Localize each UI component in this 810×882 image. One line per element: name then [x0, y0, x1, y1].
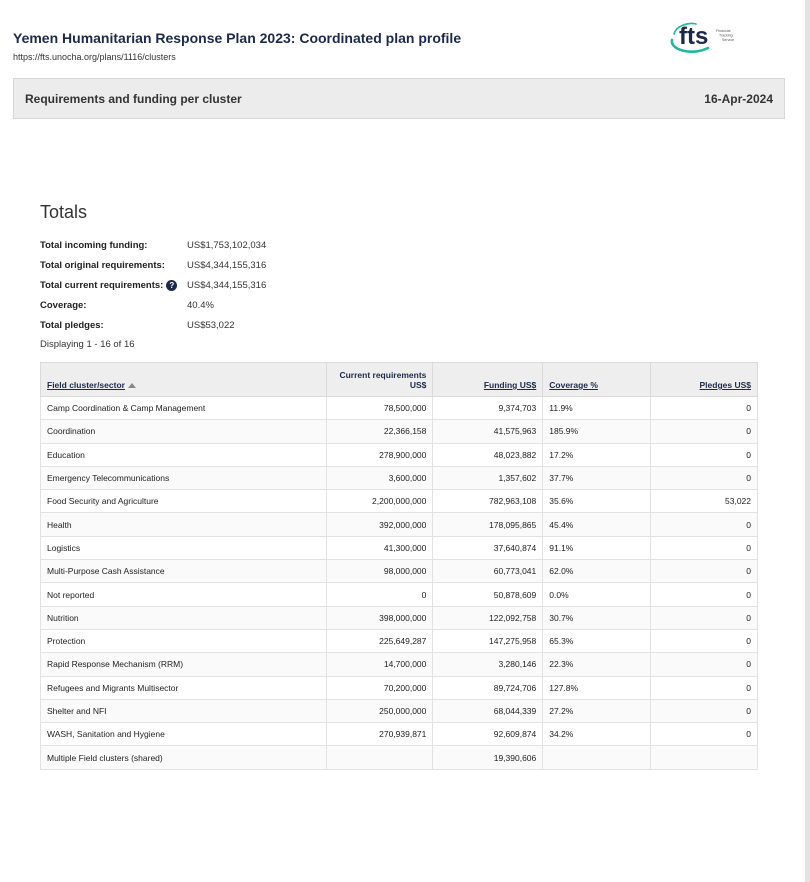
page-url[interactable]: https://fts.unocha.org/plans/1116/clusters [13, 52, 176, 62]
totals-label: Coverage: [40, 299, 87, 311]
logo-tagline-2: Tracking [719, 33, 733, 38]
cell-coverage: 17.2% [543, 443, 651, 466]
table-row [41, 629, 758, 652]
cell-coverage: 37.7% [543, 466, 651, 489]
cell-pledges: 0 [651, 420, 758, 443]
totals-value: US$53,022 [187, 319, 235, 331]
cell-funding: 92,609,874 [433, 723, 543, 746]
table-row [41, 699, 758, 722]
cell-requirements: 398,000,000 [326, 606, 433, 629]
cell-funding: 68,044,339 [433, 699, 543, 722]
fts-logo-icon [666, 18, 746, 56]
cell-funding: 19,390,606 [433, 746, 543, 769]
cell-funding: 37,640,874 [433, 536, 543, 559]
column-header-requirements-line2[interactable]: US$ [409, 380, 427, 390]
cell-requirements: 3,600,000 [326, 466, 433, 489]
cell-coverage: 185.9% [543, 420, 651, 443]
cell-pledges: 0 [651, 466, 758, 489]
help-icon[interactable]: ? [166, 280, 177, 291]
cell-sector: Protection [41, 629, 327, 652]
column-header-pledges[interactable]: Pledges US$ [651, 363, 758, 397]
cell-funding: 147,275,958 [433, 629, 543, 652]
cell-requirements: 250,000,000 [326, 699, 433, 722]
cell-funding: 782,963,108 [433, 490, 543, 513]
section-header-bar [13, 78, 785, 119]
cell-requirements: 2,200,000,000 [326, 490, 433, 513]
cell-coverage: 30.7% [543, 606, 651, 629]
table-row [41, 397, 758, 420]
table-row [41, 513, 758, 536]
clusters-table [40, 362, 758, 770]
totals-value: US$4,344,155,316 [187, 279, 267, 291]
cell-requirements: 270,939,871 [326, 723, 433, 746]
cell-pledges: 0 [651, 397, 758, 420]
cell-pledges: 0 [651, 653, 758, 676]
cell-funding: 122,092,758 [433, 606, 543, 629]
section-title: Requirements and funding per cluster [25, 91, 242, 106]
cell-sector: Refugees and Migrants Multisector [41, 676, 327, 699]
section-date: 16-Apr-2024 [704, 91, 773, 106]
table-row [41, 466, 758, 489]
table-row [41, 723, 758, 746]
cell-coverage [543, 746, 651, 769]
cell-pledges: 53,022 [651, 490, 758, 513]
cell-requirements: 22,366,158 [326, 420, 433, 443]
totals-row [40, 235, 266, 255]
totals-label: Total original requirements: [40, 259, 165, 271]
cell-coverage: 91.1% [543, 536, 651, 559]
cell-pledges: 0 [651, 583, 758, 606]
cell-requirements: 392,000,000 [326, 513, 433, 536]
cell-requirements: 0 [326, 583, 433, 606]
cell-sector: Multiple Field clusters (shared) [41, 746, 327, 769]
cell-coverage: 22.3% [543, 653, 651, 676]
cell-requirements: 14,700,000 [326, 653, 433, 676]
cell-funding: 178,095,865 [433, 513, 543, 536]
table-header-row [41, 363, 758, 397]
cell-funding: 9,374,703 [433, 397, 543, 420]
cell-requirements: 70,200,000 [326, 676, 433, 699]
totals-block [40, 202, 266, 335]
logo-tagline-1: Financial [716, 29, 731, 33]
column-header-requirements-line1[interactable]: Current requirements [339, 370, 427, 380]
cell-sector: Shelter and NFI [41, 699, 327, 722]
cell-sector: Coordination [41, 420, 327, 443]
page-edge-scrollbar[interactable] [805, 0, 810, 882]
totals-label: Total current requirements: [40, 279, 164, 291]
cell-pledges: 0 [651, 513, 758, 536]
totals-row [40, 255, 266, 275]
column-header-requirements[interactable] [326, 363, 433, 397]
table-row [41, 676, 758, 699]
cell-coverage: 35.6% [543, 490, 651, 513]
table-row [41, 583, 758, 606]
cell-pledges: 0 [651, 723, 758, 746]
cell-pledges: 0 [651, 699, 758, 722]
cell-requirements: 278,900,000 [326, 443, 433, 466]
cell-coverage: 27.2% [543, 699, 651, 722]
cell-funding: 1,357,602 [433, 466, 543, 489]
cell-coverage: 45.4% [543, 513, 651, 536]
cell-coverage: 62.0% [543, 560, 651, 583]
logo-tagline-3: Service [722, 38, 734, 42]
table-body [41, 397, 758, 770]
totals-label: Total incoming funding: [40, 239, 148, 251]
cell-coverage: 34.2% [543, 723, 651, 746]
column-header-sector-label[interactable]: Field cluster/sector [47, 380, 125, 390]
cell-sector: Health [41, 513, 327, 536]
cell-sector: Education [41, 443, 327, 466]
totals-heading: Totals [40, 202, 88, 222]
cell-sector: Logistics [41, 536, 327, 559]
cell-coverage: 11.9% [543, 397, 651, 420]
cell-sector: Multi-Purpose Cash Assistance [41, 560, 327, 583]
totals-label: Total pledges: [40, 319, 104, 331]
sort-ascending-icon[interactable] [128, 383, 136, 388]
logo-wordmark: fts [679, 23, 709, 50]
cell-coverage: 0.0% [543, 583, 651, 606]
totals-row [40, 275, 266, 295]
cell-sector: Nutrition [41, 606, 327, 629]
pagination-info: Displaying 1 - 16 of 16 [40, 339, 135, 350]
totals-row [40, 295, 266, 315]
totals-label-with-help [40, 280, 187, 291]
totals-row [40, 315, 266, 335]
cell-sector: Camp Coordination & Camp Management [41, 397, 327, 420]
cell-pledges [651, 746, 758, 769]
page-title: Yemen Humanitarian Response Plan 2023: Coordinated plan profile [13, 30, 462, 46]
cell-pledges: 0 [651, 676, 758, 699]
cell-pledges: 0 [651, 536, 758, 559]
cell-requirements: 78,500,000 [326, 397, 433, 420]
fts-logo [666, 18, 746, 56]
cell-sector: Not reported [41, 583, 327, 606]
cell-sector: Emergency Telecommunications [41, 466, 327, 489]
totals-value: US$1,753,102,034 [187, 239, 267, 251]
column-header-sector[interactable] [41, 363, 327, 397]
cell-requirements: 98,000,000 [326, 560, 433, 583]
table-row [41, 560, 758, 583]
cell-requirements [326, 746, 433, 769]
cell-funding: 60,773,041 [433, 560, 543, 583]
cell-pledges: 0 [651, 560, 758, 583]
cell-sector: Food Security and Agriculture [41, 490, 327, 513]
table-row [41, 420, 758, 443]
column-header-funding[interactable]: Funding US$ [433, 363, 543, 397]
cell-funding: 89,724,706 [433, 676, 543, 699]
table-row [41, 443, 758, 466]
column-header-coverage[interactable]: Coverage % [543, 363, 651, 397]
cell-sector: WASH, Sanitation and Hygiene [41, 723, 327, 746]
cell-funding: 3,280,146 [433, 653, 543, 676]
cell-requirements: 41,300,000 [326, 536, 433, 559]
cell-pledges: 0 [651, 629, 758, 652]
cell-coverage: 65.3% [543, 629, 651, 652]
cell-funding: 48,023,882 [433, 443, 543, 466]
cell-pledges: 0 [651, 606, 758, 629]
table-row [41, 746, 758, 769]
table-row [41, 536, 758, 559]
table-row [41, 606, 758, 629]
totals-value: 40.4% [187, 299, 214, 311]
cell-funding: 41,575,963 [433, 420, 543, 443]
totals-value: US$4,344,155,316 [187, 259, 267, 271]
table-row [41, 490, 758, 513]
cell-coverage: 127.8% [543, 676, 651, 699]
cell-sector: Rapid Response Mechanism (RRM) [41, 653, 327, 676]
cell-pledges: 0 [651, 443, 758, 466]
cell-requirements: 225,649,287 [326, 629, 433, 652]
table-row [41, 653, 758, 676]
cell-funding: 50,878,609 [433, 583, 543, 606]
